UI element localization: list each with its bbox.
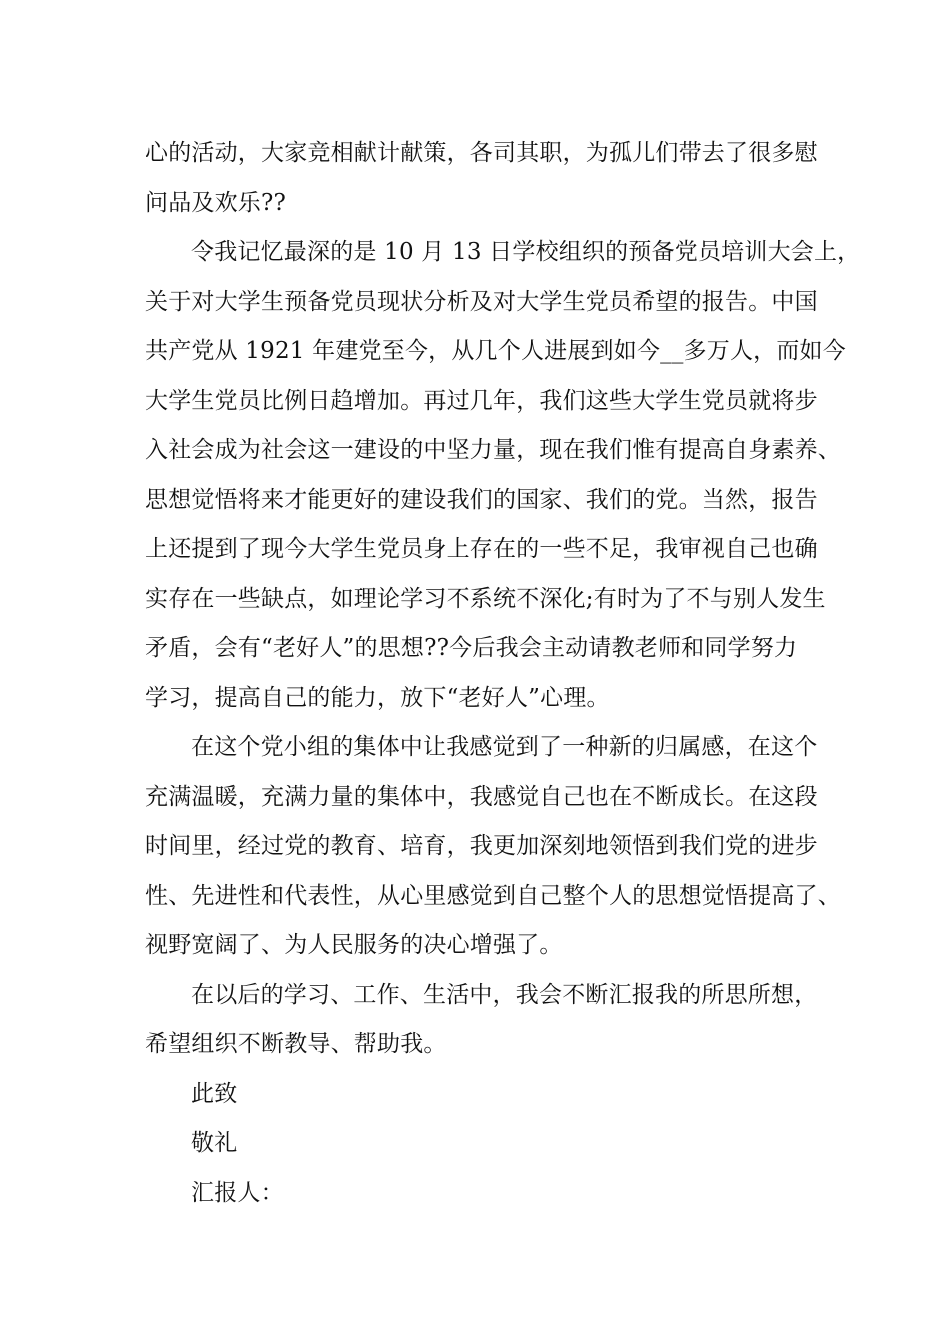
- paragraph-start-line: 令我记忆最深的是 10 月 13 日学校组织的预备党员培训大会上，: [191, 239, 861, 265]
- closing-salutation: 此致: [191, 1080, 238, 1107]
- text-line: 大学生党员比例日趋增加。再过几年，我们这些大学生党员就将步: [145, 387, 818, 414]
- text-line: 充满温暖，充满力量的集体中，我感觉自己也在不断成长。在这段: [145, 783, 818, 810]
- text-line: 共产党从 1921 年建党至今，从几个人进展到如今__多万人，而如今: [145, 338, 846, 364]
- text-line: 矛盾，会有“老好人”的思想??今后我会主动请教老师和同学努力: [145, 635, 798, 661]
- paragraph-start-line: 在这个党小组的集体中让我感觉到了一种新的归属感，在这个: [191, 734, 818, 760]
- document-body: [145, 129, 861, 1218]
- text-line: 上还提到了现今大学生党员身上存在的一些不足，我审视自己也确: [145, 536, 818, 562]
- text-line: 希望组织不断教导、帮助我。: [145, 1031, 447, 1057]
- closing-regards: 敬礼: [191, 1130, 238, 1156]
- text-line: 时间里，经过党的教育、培育，我更加深刻地领悟到我们党的进步: [145, 833, 818, 859]
- text-line: 入社会成为社会这一建设的中坚力量，现在我们惟有提高自身素养、: [145, 437, 841, 463]
- paragraph-start-line: 在以后的学习、工作、生活中，我会不断汇报我的所思所想，: [191, 981, 818, 1008]
- text-line: 实存在一些缺点，如理论学习不系统不深化;有时为了不与别人发生: [145, 585, 826, 612]
- text-line: 问品及欢乐??: [145, 189, 287, 216]
- text-line: 思想觉悟将来才能更好的建设我们的国家、我们的党。当然，报告: [145, 486, 818, 513]
- text-line: 关于对大学生预备党员现状分析及对大学生党员希望的报告。中国: [145, 288, 818, 315]
- text-line: 学习，提高自己的能力，放下“老好人”心理。: [145, 684, 610, 711]
- text-line: 视野宽阔了、为人民服务的决心增强了。: [145, 932, 563, 958]
- text-line: 性、先进性和代表性，从心里感觉到自己整个人的思想觉悟提高了、: [145, 882, 841, 909]
- text-line: 心的活动，大家竞相献计献策，各司其职，为孤儿们带去了很多慰: [145, 140, 818, 166]
- reporter-signature-label: 汇报人：: [191, 1179, 284, 1206]
